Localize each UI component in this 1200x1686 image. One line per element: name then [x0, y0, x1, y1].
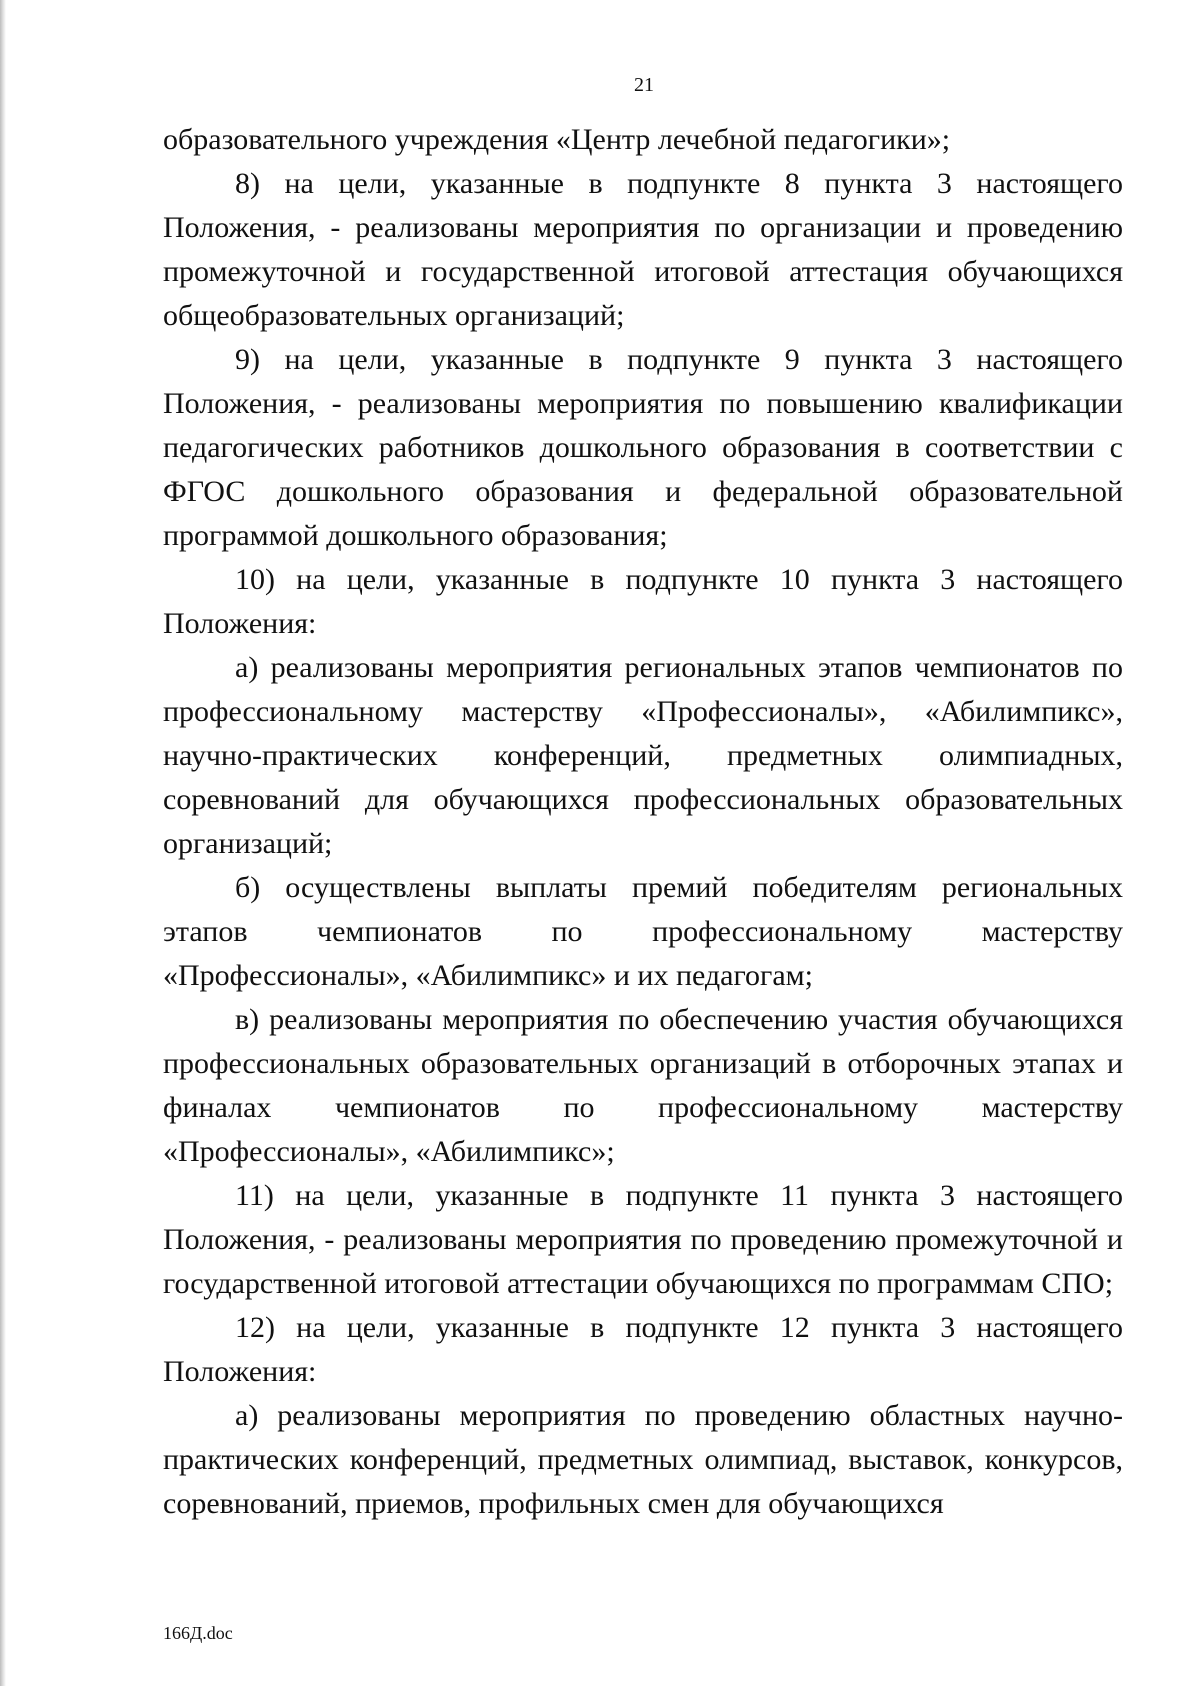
paragraph-item-8: 8) на цели, указанные в подпункте 8 пункта 3 настоящего Положения, - реализованы мероприятия по организации и проведению промежуточной и государственной итоговой аттестация обучающихся общеобразовательных организаций;: [163, 167, 1123, 332]
footer-filename: 166Д.doc: [163, 1623, 233, 1643]
paragraph-item-9: 9) на цели, указанные в подпункте 9 пункта 3 настоящего Положения, - реализованы мероприятия по повышению квалификации педагогических работников дошкольного образования в соответствии с ФГОС дошкольного образования и федеральной образовательной программой дошкольного образования;: [163, 343, 1123, 552]
paragraph-item-10-v: в) реализованы мероприятия по обеспечению участия обучающихся профессиональных образовательных организаций в отборочных этапах и финалах чемпионатов по профессиональному мастерству «Профессионалы», «Абилимпикс»;: [163, 1003, 1123, 1168]
paragraph-continuation: образовательного учреждения «Центр лечебной педагогики»;: [163, 123, 951, 156]
paragraph-item-11: 11) на цели, указанные в подпункте 11 пункта 3 настоящего Положения, - реализованы мероприятия по проведению промежуточной и государственной итоговой аттестации обучающихся по программам СПО;: [163, 1179, 1123, 1300]
page-number: 21: [634, 74, 654, 96]
paragraph-item-10-a: а) реализованы мероприятия региональных этапов чемпионатов по профессиональному мастерству «Профессионалы», «Абилимпикс», научно-практических конференций, предметных олимпиадных, соревнований для обучающихся профессиональных образовательных организаций;: [163, 651, 1123, 860]
document-body: [163, 118, 1123, 1526]
paragraph-item-12-a: а) реализованы мероприятия по проведению областных научно-практических конференций, предметных олимпиад, выставок, конкурсов, соревнований, приемов, профильных смен для обучающихся: [163, 1399, 1123, 1520]
paragraph-item-10-b: б) осуществлены выплаты премий победителям региональных этапов чемпионатов по профессиональному мастерству «Профессионалы», «Абилимпикс» и их педагогам;: [163, 871, 1123, 992]
scan-edge: [0, 0, 6, 1686]
paragraph-item-12: 12) на цели, указанные в подпункте 12 пункта 3 настоящего Положения:: [163, 1311, 1123, 1388]
paragraph-item-10: 10) на цели, указанные в подпункте 10 пункта 3 настоящего Положения:: [163, 563, 1123, 640]
